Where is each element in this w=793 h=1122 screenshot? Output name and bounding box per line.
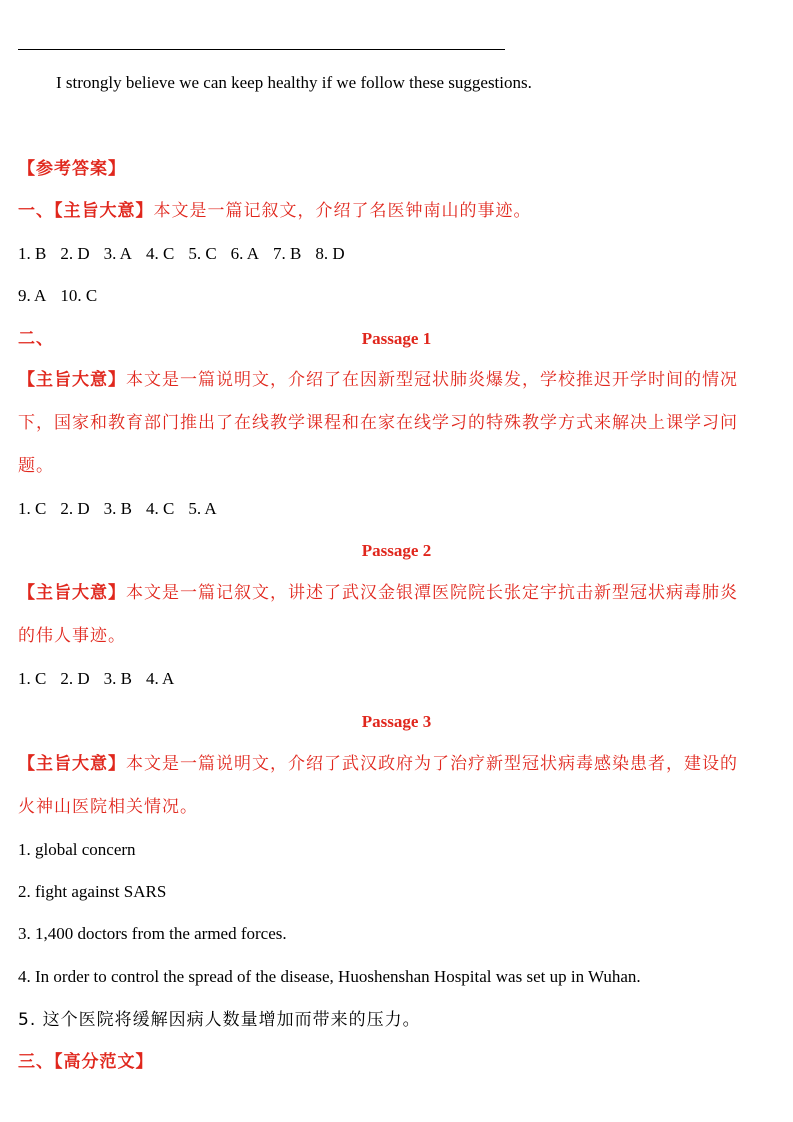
passage3-answer-4: 4. In order to control the spread of the disease, Huoshenshan Hospital was set up in Wuhan. <box>18 967 641 986</box>
section1-answers-row1 <box>18 243 359 265</box>
section1-summary-text: 本文是一篇记叙文，介绍了名医钟南山的事迹。 <box>153 201 532 221</box>
passage1-summary-line2: 下，国家和教育部门推出了在线教学课程和在家在线学习的特殊教学方式来解决上课学习问 <box>18 413 738 433</box>
passage1-answers <box>18 498 231 520</box>
answer-item: 3. B <box>103 499 132 518</box>
passage3-answer-3: 3. 1,400 doctors from the armed forces. <box>18 924 287 943</box>
answer-item: 1. B <box>18 244 47 263</box>
answer-item: 1. C <box>18 499 47 518</box>
passage2-summary-line1 <box>18 582 738 604</box>
section3-heading: 三、【高分范文】 <box>18 1052 154 1072</box>
section2-number: 二、 <box>18 329 54 349</box>
passage1-summary-tag: 【主旨大意】 <box>18 370 126 390</box>
section1-answers-row2 <box>18 285 111 307</box>
passage1-summary-line1 <box>18 369 738 391</box>
answer-item: 9. A <box>18 286 47 305</box>
passage3-summary-line1 <box>18 753 738 775</box>
answer-item: 10. C <box>60 286 98 305</box>
passage3-answer-1: 1. global concern <box>18 840 136 859</box>
passage3-answer-5: 5. 这个医院将缓解因病人数量增加而带来的压力。 <box>18 1010 421 1030</box>
passage2-summary-line2: 的伟人事迹。 <box>18 626 126 646</box>
passage3-title: Passage 3 <box>361 712 432 731</box>
reference-answer-heading: 【参考答案】 <box>18 159 126 179</box>
conclusion-sentence: I strongly believe we can keep healthy if we follow these suggestions. <box>56 73 532 92</box>
passage3-summary-line2: 火神山医院相关情况。 <box>18 797 198 817</box>
answer-item: 1. C <box>18 669 47 688</box>
answer-blank-line <box>18 49 505 50</box>
passage1-summary-text: 本文是一篇说明文，介绍了在因新型冠状肺炎爆发，学校推迟开学时间的情况 <box>126 370 738 390</box>
answer-item: 3. A <box>103 244 132 263</box>
passage1-title: Passage 1 <box>361 329 432 348</box>
answer-item: 4. C <box>145 244 175 263</box>
passage2-summary-text: 本文是一篇记叙文，讲述了武汉金银潭医院院长张定宇抗击新型冠状病毒肺炎 <box>126 583 738 603</box>
section1-number: 一、 <box>18 201 54 221</box>
passage2-title: Passage 2 <box>361 541 432 560</box>
passage1-summary-line3: 题。 <box>18 456 54 476</box>
section1-summary-tag: 【主旨大意】 <box>54 201 154 221</box>
section1-heading <box>18 200 532 222</box>
passage3-summary-tag: 【主旨大意】 <box>18 754 126 774</box>
passage2-answers <box>18 668 188 690</box>
answer-item: 6. A <box>230 244 259 263</box>
answer-item: 2. D <box>60 499 90 518</box>
answer-item: 5. A <box>188 499 217 518</box>
passage3-summary-text: 本文是一篇说明文，介绍了武汉政府为了治疗新型冠状病毒感染患者，建设的 <box>126 754 738 774</box>
answer-item: 8. D <box>315 244 345 263</box>
answer-item: 2. D <box>60 244 90 263</box>
answer-item: 2. D <box>60 669 90 688</box>
answer-item: 5. C <box>188 244 217 263</box>
answer-item: 4. A <box>145 669 175 688</box>
passage3-answer-2: 2. fight against SARS <box>18 882 167 901</box>
passage2-summary-tag: 【主旨大意】 <box>18 583 126 603</box>
answer-item: 7. B <box>273 244 302 263</box>
answer-item: 4. C <box>145 499 175 518</box>
answer-item: 3. B <box>103 669 132 688</box>
